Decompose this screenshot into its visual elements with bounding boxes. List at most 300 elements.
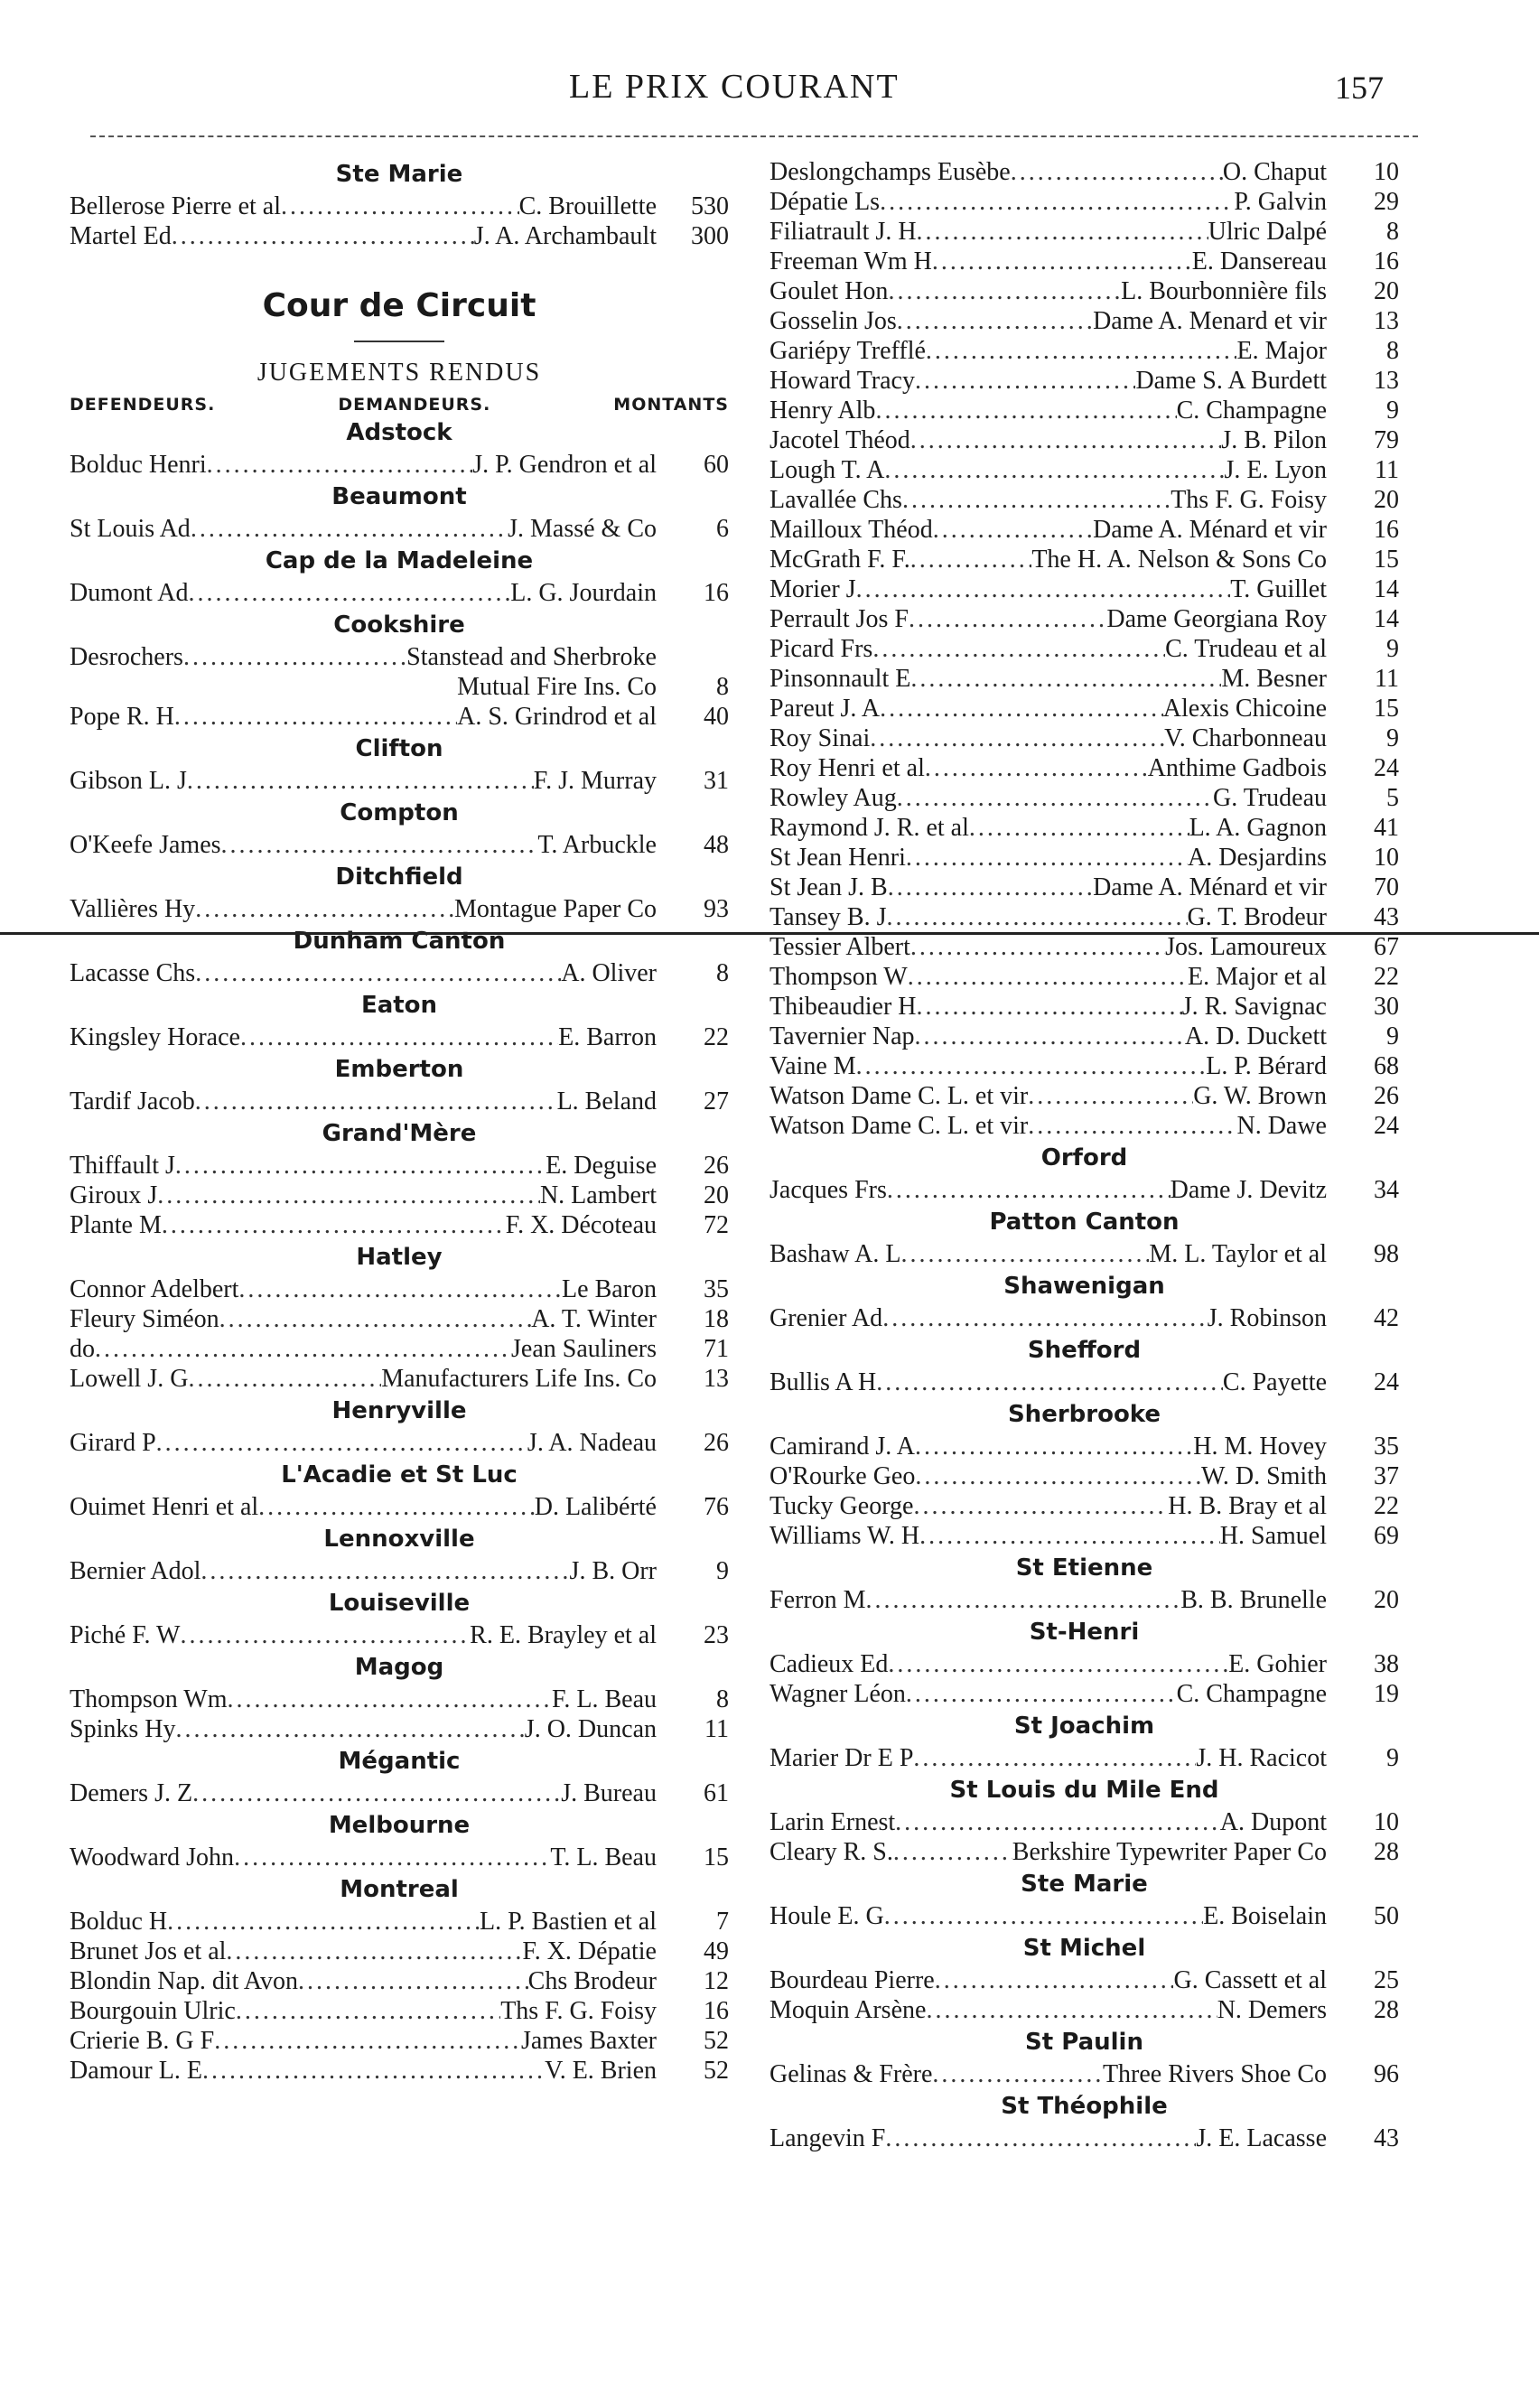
judgment-entry [770,664,1399,694]
amount: 8 [1386,218,1399,246]
plaintiff: Mutual Fire Ins. Co [457,673,657,701]
amount: 23 [704,1621,729,1649]
leader-dots [908,962,1188,992]
leader-dots [1028,1081,1193,1111]
amount: 48 [704,831,729,859]
amount: 31 [704,767,729,795]
plaintiff: C. Brouillette [518,192,657,220]
plaintiff: A. Oliver [561,959,657,987]
judgment-entry [70,672,729,702]
amount: 300 [691,222,729,250]
amount: 16 [1374,247,1399,275]
plaintiff: Dame A. Ménard et vir [1093,873,1327,901]
locality-heading: St-Henri [1029,1619,1140,1646]
plaintiff: J. B. Orr [569,1557,657,1585]
defendant: Brunet Jos et al [70,1937,227,1965]
leader-dots [188,1364,381,1394]
amount: 26 [1374,1082,1399,1110]
plaintiff: G. W. Brown [1193,1082,1327,1110]
defendant: Jacotel Théod [770,426,910,454]
leader-dots [895,1807,1220,1837]
plaintiff: Chs Brodeur [527,1967,657,1995]
judgment-entry [770,1303,1399,1333]
leader-dots [1028,1111,1236,1141]
locality-heading: St Etienne [1015,1554,1153,1582]
defendant: Larin Ernest [770,1808,896,1836]
amount: 35 [1374,1433,1399,1461]
amount: 30 [1374,993,1399,1021]
leader-dots [926,1995,1217,2025]
leader-dots [234,1843,550,1872]
plaintiff: J. Robinson [1207,1304,1327,1332]
judgment-entry [70,642,729,672]
leader-dots [157,1181,540,1210]
amount: 16 [704,579,729,607]
defendant: Dumont Ad [70,579,189,607]
leader-dots [866,1585,1181,1615]
column-headings [70,395,729,415]
defendant: Bourgouin Ulric [70,1997,236,2025]
defendant: Damour L. E [70,2057,202,2085]
amount: 9 [1386,635,1399,663]
plaintiff: W. D. Smith [1201,1462,1327,1490]
amount: 35 [704,1275,729,1303]
defendant: Perrault Jos F [770,605,909,633]
amount: 11 [1375,456,1399,484]
leader-dots [1011,157,1223,187]
judgment-entry [70,1966,729,1996]
plaintiff: J. Massé & Co [508,515,657,543]
judgment-entry [770,694,1399,723]
judgment-entry [70,1087,729,1116]
defendant: Plante M [70,1211,162,1239]
plaintiff: Jean Sauliners [511,1335,657,1363]
leader-dots [917,217,1208,247]
judgment-entry [70,1492,729,1522]
defendant: Pope R. H [70,703,174,731]
defendant: Demers J. Z [70,1779,193,1807]
defendant: O'Keefe James [70,831,221,859]
amount: 28 [1374,1996,1399,2024]
amount: 29 [1374,188,1399,216]
amount: 93 [704,895,729,923]
defendant: do [70,1335,95,1363]
plaintiff: F. L. Beau [552,1685,657,1713]
defendant: Bourdeau Pierre [770,1966,935,1994]
amount: 28 [1374,1838,1399,1866]
judgment-entry [770,396,1399,425]
plaintiff: Dame J. Devitz [1170,1176,1327,1204]
amount: 11 [1375,665,1399,693]
amount: 20 [1374,1586,1399,1614]
defendant: Moquin Arsène [770,1996,927,2024]
leader-dots [226,1937,522,1966]
leader-dots [240,1022,558,1052]
locality-heading: Cookshire [333,611,465,639]
amount: 22 [1374,963,1399,991]
defendant: Martel Ed [70,222,172,250]
amount: 68 [1374,1052,1399,1080]
amount: 27 [704,1087,729,1115]
judgment-entry [770,1081,1399,1111]
defendant: Gariépy Trefflé [770,337,926,365]
right-column [770,157,1399,2153]
leader-dots [180,1620,470,1650]
leader-dots [915,1432,1193,1461]
defendant: Tessier Albert [770,933,910,961]
plaintiff: G. T. Brodeur [1187,903,1327,931]
plaintiff: T. Guillet [1230,575,1327,603]
judgment-entry [770,723,1399,753]
defendant: Watson Dame C. L. et vir [770,1112,1029,1140]
title-rule [354,341,444,342]
plaintiff: V. Charbonneau [1164,724,1327,752]
judgment-entry [70,1022,729,1052]
defendant: Marier Dr E P [770,1744,914,1772]
locality-heading: Ste Marie [335,161,463,188]
defendant: Cadieux Ed [770,1650,889,1678]
locality-heading: Louiseville [328,1590,471,1617]
judgment-entry [70,1714,729,1744]
defendant: Bernier Adol [70,1557,201,1585]
defendant: Freeman Wm H [770,247,932,275]
leader-dots [195,894,454,924]
judgment-entry [770,1965,1399,1995]
amount: 34 [1374,1176,1399,1204]
locality-heading: Dunham Canton [293,928,506,955]
judgment-entry [770,1743,1399,1773]
judgment-entry [770,1175,1399,1205]
locality-heading: Melbourne [328,1812,471,1839]
judgment-entry [70,1428,729,1458]
plaintiff: C. Champagne [1176,397,1327,425]
amount: 37 [1374,1462,1399,1490]
locality-heading: Hatley [356,1244,443,1271]
locality-heading: Adstock [346,419,452,446]
leader-dots [884,455,1224,485]
defendant: Vallières Hy [70,895,196,923]
judgment-entry [770,425,1399,455]
defendant: Langevin F [770,2124,886,2152]
leader-dots [887,1175,1171,1205]
judgment-entry [70,2026,729,2056]
amount: 9 [1386,1022,1399,1050]
plaintiff: The H. A. Nelson & Sons Co [1031,546,1327,574]
judgment-entry [70,1210,729,1240]
judgment-entry [70,1620,729,1650]
amount: 7 [716,1908,729,1936]
plaintiff: A. S. Grindrod et al [457,703,657,731]
defendant: Blondin Nap. dit Avon [70,1967,299,1995]
leader-dots [910,545,1032,574]
defendant: Tansey B. J [770,903,887,931]
leader-dots [214,2026,521,2056]
defendant: Watson Dame C. L. et vir [770,1082,1029,1110]
leader-dots [872,634,1165,664]
amount: 52 [704,2027,729,2055]
amount: 25 [1374,1966,1399,1994]
judgment-entry [770,2059,1399,2089]
leader-dots [906,843,1188,873]
plaintiff: L. Bourbonnière fils [1121,277,1327,305]
defendant: Pareut J. A [770,695,881,723]
plaintiff: J. P. Gendron et al [472,451,657,479]
judgment-entry [70,1364,729,1394]
plaintiff: Anthime Gadbois [1147,754,1327,782]
judgment-entry [70,766,729,796]
defendant: Goulet Hon [770,277,889,305]
defendant: Filiatrault J. H [770,218,917,246]
judgment-entry [770,1585,1399,1615]
leader-dots [219,1304,531,1334]
judgment-entry [70,1304,729,1334]
amount: 20 [1374,277,1399,305]
leader-dots [175,1714,524,1744]
locality-heading: St Paulin [1025,2029,1143,2056]
leader-dots [932,247,1192,276]
amount: 61 [704,1779,729,1807]
judgment-entry [70,2056,729,2086]
leader-dots [856,1051,1207,1081]
leader-dots [174,702,457,732]
leader-dots [221,830,538,860]
amount: 79 [1374,426,1399,454]
leader-dots [902,485,1171,515]
judgment-entry [770,1901,1399,1931]
leader-dots [238,1274,562,1304]
judgment-entry [70,191,729,221]
leader-dots [913,1743,1196,1773]
amount: 98 [1374,1240,1399,1268]
locality-heading: Compton [340,799,459,826]
judgment-entry [770,604,1399,634]
amount: 67 [1374,933,1399,961]
leader-dots [906,1679,1177,1709]
plaintiff: J. O. Duncan [524,1715,657,1743]
defendant: Piché F. W [70,1621,181,1649]
judgments-heading: JUGEMENTS RENDUS [256,359,542,387]
locality-heading: St Michel [1022,1935,1146,1962]
defendant: Fleury Siméon [70,1305,219,1333]
leader-dots [882,1303,1208,1333]
leader-dots [156,1428,527,1458]
defendant: Roy Henri et al [770,754,925,782]
judgment-entry [770,753,1399,783]
locality-heading: Henryville [331,1397,467,1424]
plaintiff: L. G. Jourdain [510,579,657,607]
page-header [0,67,1539,121]
judgment-entry [770,574,1399,604]
plaintiff: N. Demers [1217,1996,1327,2024]
amount: 9 [1386,1744,1399,1772]
locality-heading: L'Acadie et St Luc [281,1461,518,1489]
defendant: Giroux J [70,1181,158,1209]
plaintiff: O. Chaput [1222,158,1327,186]
plaintiff: E. Dansereau [1191,247,1327,275]
defendant: Lacasse Chs [70,959,196,987]
defendant: Spinks Hy [70,1715,176,1743]
defendant: Woodward John [70,1843,235,1871]
amount: 52 [704,2057,729,2085]
leader-dots [915,366,1135,396]
locality-heading: Patton Canton [989,1209,1180,1236]
judgment-entry [770,247,1399,276]
leader-dots [95,1334,511,1364]
locality-heading: Beaumont [331,483,467,510]
leader-dots [870,723,1164,753]
leader-dots [897,306,1093,336]
amount: 9 [716,1557,729,1585]
leader-dots [919,1521,1220,1551]
amount: 19 [1374,1680,1399,1708]
defendant: Jacques Frs [770,1176,887,1204]
judgment-entry [70,221,729,251]
leader-dots [880,694,1163,723]
plaintiff: E. Boiselain [1203,1902,1327,1930]
amount: 530 [691,192,729,220]
leader-dots [162,1210,506,1240]
defendant: McGrath F. F. [770,546,910,574]
defendant: St Jean Henri [770,844,906,872]
fold-line [0,932,1539,935]
leader-dots [192,1778,561,1808]
plaintiff: H. M. Hovey [1193,1433,1327,1461]
plaintiff: N. Dawe [1236,1112,1327,1140]
judgment-entry [770,843,1399,873]
locality-heading: Eaton [360,992,438,1019]
defendant: Rowley Aug [770,784,897,812]
plaintiff: P. Galvin [1234,188,1327,216]
amount: 20 [704,1181,729,1209]
amount: 15 [1374,695,1399,723]
defendant: Deslongchamps Eusèbe [770,158,1011,186]
plaintiff: Dame A. Menard et vir [1093,307,1327,335]
amount: 13 [704,1365,729,1393]
amount: 8 [1386,337,1399,365]
plaintiff: J. E. Lyon [1224,456,1327,484]
leader-dots [935,1965,1174,1995]
leader-dots [888,276,1121,306]
defendant: Thompson W [770,963,908,991]
leader-dots [884,1901,1203,1931]
judgment-entry [70,894,729,924]
judgment-entry [770,515,1399,545]
leader-dots [900,1239,1149,1269]
leader-dots [227,1685,552,1714]
plaintiff: J. A. Archambault [473,222,657,250]
plaintiff: Berkshire Typewriter Paper Co [1012,1838,1327,1866]
leader-dots [281,191,519,221]
leader-dots [910,425,1222,455]
plaintiff: J. E. Lacasse [1196,2124,1327,2152]
plaintiff: M. L. Taylor et al [1149,1240,1327,1268]
amount: 26 [704,1152,729,1180]
locality-heading: St Louis du Mile End [949,1777,1219,1804]
plaintiff: Alexis Chicoine [1162,695,1327,723]
defendant: Pinsonnault E [770,665,911,693]
leader-dots [893,1837,1012,1867]
amount: 11 [704,1715,729,1743]
amount: 43 [1374,903,1399,931]
amount: 70 [1374,873,1399,901]
plaintiff: Montague Paper Co [454,895,657,923]
amount: 76 [704,1493,729,1521]
defendant: Thiffault J [70,1152,175,1180]
plaintiff: G. Trudeau [1212,784,1327,812]
plaintiff: Ulric Dalpé [1208,218,1327,246]
judgment-entry [770,1995,1399,2025]
amount: 16 [704,1997,729,2025]
judgment-entry [770,2123,1399,2153]
leader-dots [910,664,1221,694]
plaintiff: A. D. Duckett [1184,1022,1327,1050]
defendant: St Louis Ad [70,515,191,543]
locality-heading: Cap de la Madeleine [265,547,534,574]
judgment-entry [770,1521,1399,1551]
defendant: Gosselin Jos [770,307,897,335]
leader-dots [917,992,1182,1022]
leader-dots [886,902,1187,932]
plaintiff: J. H. Racicot [1196,1744,1327,1772]
defendant: Lavallée Chs [770,486,902,514]
col-amounts: MONTANTS [613,395,729,415]
amount: 26 [704,1429,729,1457]
locality-heading: Emberton [334,1056,464,1083]
judgment-entry [70,702,729,732]
amount: 8 [716,673,729,701]
defendant: Ouimet Henri et al [70,1493,259,1521]
judgment-entry [770,1111,1399,1141]
leader-dots [236,1996,500,2026]
plaintiff: Dame S. A Burdett [1135,367,1327,395]
defendant: Henry Alb [770,397,876,425]
amount: 38 [1374,1650,1399,1678]
amount: 69 [1374,1522,1399,1550]
plaintiff: A. Desjardins [1188,844,1327,872]
amount: 15 [1374,546,1399,574]
locality-heading: Sherbrooke [1007,1401,1161,1428]
leader-dots [913,1491,1168,1521]
judgment-entry [770,1807,1399,1837]
leader-dots [888,873,1093,902]
plaintiff: A. T. Winter [531,1305,657,1333]
judgment-entry [770,783,1399,813]
amount: 72 [704,1211,729,1239]
amount: 13 [1374,307,1399,335]
plaintiff: F. J. Murray [533,767,657,795]
judgment-entry [770,1837,1399,1867]
plaintiff: C. Champagne [1176,1680,1327,1708]
judgment-entry [70,578,729,608]
plaintiff: F. X. Dépatie [522,1937,657,1965]
running-title: LE PRIX COURANT [569,68,900,106]
plaintiff: C. Trudeau et al [1165,635,1327,663]
defendant: Connor Adelbert [70,1275,239,1303]
judgment-entry [770,1367,1399,1397]
amount: 15 [704,1843,729,1871]
defendant: Picard Frs [770,635,873,663]
left-main-sections [70,416,729,2086]
judgment-entry [70,1334,729,1364]
left-column [70,157,729,2086]
plaintiff: L. P. Bérard [1206,1052,1327,1080]
judgment-entry [70,1685,729,1714]
judgment-entry [770,485,1399,515]
judgment-entry [770,306,1399,336]
judgment-entry [770,217,1399,247]
plaintiff: Le Baron [562,1275,657,1303]
amount: 20 [1374,486,1399,514]
